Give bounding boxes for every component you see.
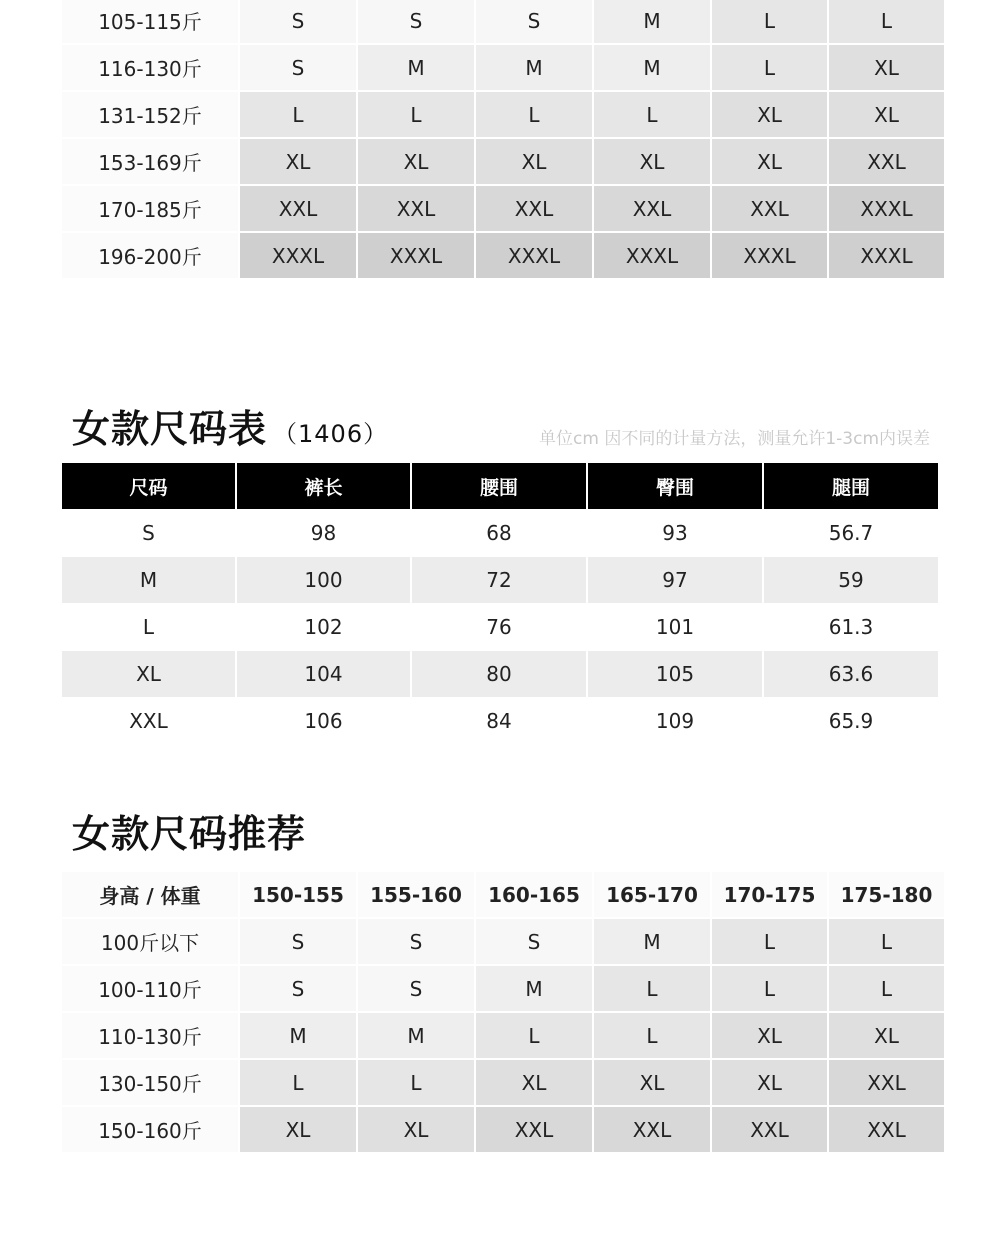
size-cell: XL <box>712 1013 827 1058</box>
table-cell: M <box>62 557 235 603</box>
size-cell: M <box>358 1013 474 1058</box>
size-cell: S <box>476 0 592 43</box>
size-cell: XXXL <box>712 233 827 278</box>
size-cell: M <box>240 1013 356 1058</box>
size-cell: L <box>829 0 944 43</box>
size-cell: XXXL <box>829 186 944 231</box>
size-cell: XXL <box>829 1107 944 1152</box>
size-cell: XXL <box>240 186 356 231</box>
size-cell: XL <box>594 1060 710 1105</box>
size-cell: M <box>476 966 592 1011</box>
table-cell: 76 <box>486 615 512 639</box>
size-cell: XXXL <box>476 233 592 278</box>
height-header: 160-165 <box>476 872 592 917</box>
table-cell: 97 <box>588 557 762 603</box>
size-cell: L <box>358 92 474 137</box>
height-header: 165-170 <box>594 872 710 917</box>
size-cell: XXL <box>594 1107 710 1152</box>
size-cell: M <box>358 45 474 90</box>
size-cell: XXXL <box>240 233 356 278</box>
size-cell: S <box>358 966 474 1011</box>
table-row <box>62 698 936 744</box>
size-cell: XL <box>358 1107 474 1152</box>
size-table-code: （1406） <box>273 420 389 448</box>
size-cell: XL <box>476 1060 592 1105</box>
size-cell: XXL <box>594 186 710 231</box>
size-cell: S <box>476 919 592 964</box>
table-row <box>62 557 936 603</box>
size-cell: L <box>240 92 356 137</box>
table-row <box>62 604 936 650</box>
row-label: 110-130斤 <box>62 1013 238 1058</box>
corner-header: 身高 / 体重 <box>62 872 238 917</box>
row-label: 150-160斤 <box>62 1107 238 1152</box>
row-label: 131-152斤 <box>62 92 238 137</box>
size-cell: XXL <box>712 1107 827 1152</box>
table-cell: 59 <box>764 557 938 603</box>
table-cell: L <box>142 615 155 639</box>
size-cell: L <box>594 966 710 1011</box>
size-cell: XL <box>476 139 592 184</box>
size-cell: L <box>712 919 827 964</box>
table-cell: 101 <box>655 615 695 639</box>
table-cell: 56.7 <box>828 521 874 545</box>
row-label: 170-185斤 <box>62 186 238 231</box>
size-cell: XL <box>240 1107 356 1152</box>
table-cell: 98 <box>310 521 337 545</box>
measure-note: 单位cm 因不同的计量方法，测量允许1-3cm内误差 <box>539 429 930 449</box>
size-cell: L <box>712 45 827 90</box>
size-cell: S <box>358 919 474 964</box>
size-cell: XXXL <box>829 233 944 278</box>
size-cell: L <box>476 92 592 137</box>
row-label: 100-110斤 <box>62 966 238 1011</box>
table-cell: 104 <box>237 651 410 697</box>
row-label: 100斤以下 <box>62 919 238 964</box>
table-cell: S <box>142 521 155 545</box>
table-cell: 80 <box>412 651 586 697</box>
size-cell: S <box>358 0 474 43</box>
size-cell: L <box>829 919 944 964</box>
table-cell: 72 <box>412 557 586 603</box>
row-label: 130-150斤 <box>62 1060 238 1105</box>
table-cell: 102 <box>304 615 343 639</box>
size-cell: XL <box>594 139 710 184</box>
col-header: 尺码 <box>62 463 235 509</box>
col-header: 裤长 <box>237 463 410 509</box>
top-recommend-table <box>62 0 944 278</box>
size-table-header <box>62 463 936 509</box>
recommend-table <box>62 872 944 1152</box>
size-cell: XXXL <box>594 233 710 278</box>
table-cell: 93 <box>662 521 688 545</box>
size-table-title <box>72 398 388 453</box>
row-label: 153-169斤 <box>62 139 238 184</box>
col-header: 腿围 <box>764 463 938 509</box>
size-cell: XL <box>829 45 944 90</box>
size-cell: XXL <box>829 1060 944 1105</box>
size-cell: L <box>476 1013 592 1058</box>
size-cell: XXL <box>476 1107 592 1152</box>
table-cell: 84 <box>486 709 512 733</box>
height-header: 150-155 <box>240 872 356 917</box>
height-header: 155-160 <box>358 872 474 917</box>
table-cell: XXL <box>129 709 168 733</box>
size-cell: S <box>240 45 356 90</box>
size-cell: L <box>240 1060 356 1105</box>
size-table <box>62 463 936 744</box>
size-cell: M <box>594 919 710 964</box>
col-header: 腰围 <box>412 463 586 509</box>
size-cell: XXXL <box>358 233 474 278</box>
size-cell: L <box>712 0 827 43</box>
size-cell: S <box>240 0 356 43</box>
table-cell: 105 <box>588 651 762 697</box>
size-cell: XL <box>358 139 474 184</box>
height-header: 170-175 <box>712 872 827 917</box>
size-cell: S <box>240 919 356 964</box>
size-cell: XL <box>829 1013 944 1058</box>
row-label: 196-200斤 <box>62 233 238 278</box>
table-cell: 109 <box>655 709 695 733</box>
table-row <box>62 510 936 556</box>
size-cell: S <box>240 966 356 1011</box>
table-row <box>62 651 936 697</box>
recommend-title: 女款尺码推荐 <box>72 812 307 856</box>
size-cell: L <box>594 1013 710 1058</box>
row-label: 105-115斤 <box>62 0 238 43</box>
size-cell: XL <box>712 139 827 184</box>
table-cell: 65.9 <box>828 709 874 733</box>
size-cell: L <box>829 966 944 1011</box>
table-cell: 63.6 <box>764 651 938 697</box>
size-cell: M <box>476 45 592 90</box>
row-label: 116-130斤 <box>62 45 238 90</box>
size-cell: XL <box>240 139 356 184</box>
table-cell: 68 <box>486 521 512 545</box>
size-cell: XL <box>712 92 827 137</box>
table-cell: 106 <box>304 709 343 733</box>
size-cell: L <box>358 1060 474 1105</box>
size-table-title-text: 女款尺码表 <box>72 407 268 451</box>
size-cell: XL <box>829 92 944 137</box>
size-cell: L <box>594 92 710 137</box>
height-header: 175-180 <box>829 872 944 917</box>
size-cell: XXL <box>358 186 474 231</box>
table-cell: 100 <box>237 557 410 603</box>
table-cell: 61.3 <box>828 615 874 639</box>
table-cell: XL <box>62 651 235 697</box>
size-cell: XXL <box>712 186 827 231</box>
col-header: 臀围 <box>588 463 762 509</box>
size-cell: XL <box>712 1060 827 1105</box>
size-cell: XXL <box>476 186 592 231</box>
size-cell: M <box>594 0 710 43</box>
size-cell: M <box>594 45 710 90</box>
size-cell: L <box>712 966 827 1011</box>
size-cell: XXL <box>829 139 944 184</box>
